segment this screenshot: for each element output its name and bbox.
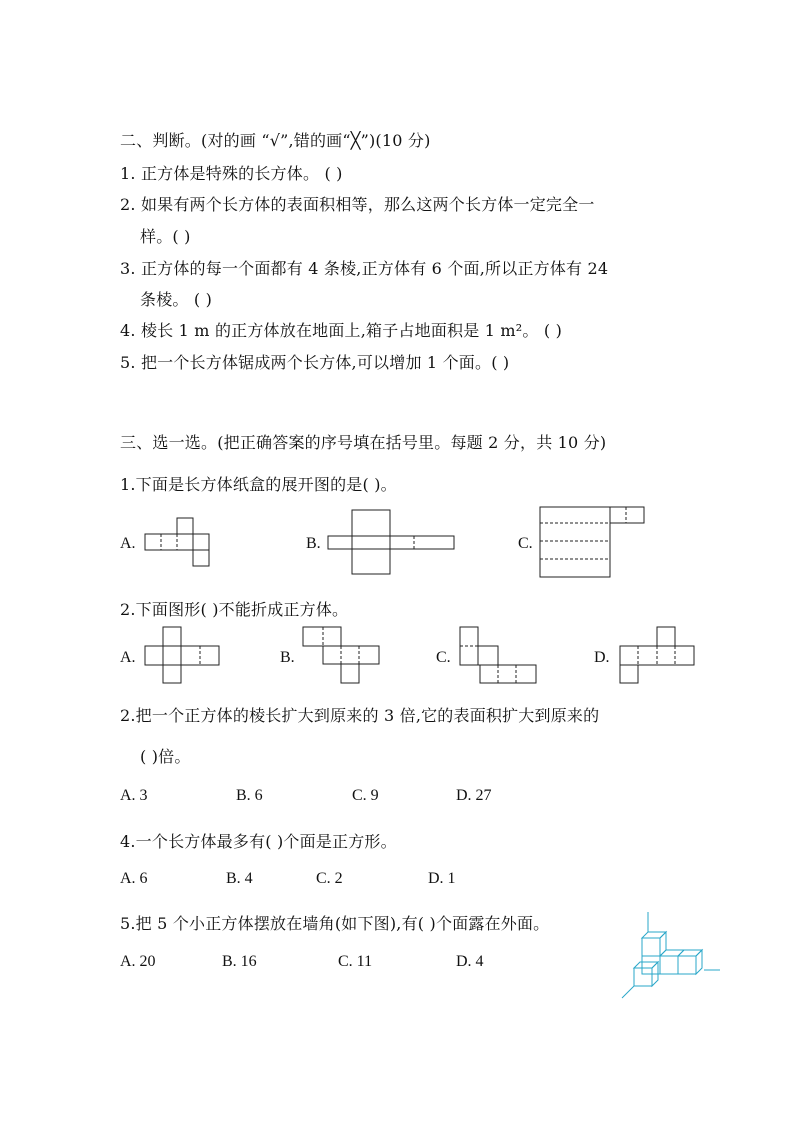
q3-option-d: D. 27: [456, 787, 492, 804]
q4-option-b: B. 4: [226, 870, 253, 887]
q2-option-c-net: [460, 627, 538, 685]
question-3-line1: 2.把一个正方体的棱长扩大到原来的 3 倍,它的表面积扩大到原来的: [120, 706, 600, 725]
q2-option-d-label: D.: [594, 649, 610, 666]
q4-option-c: C. 2: [316, 870, 343, 887]
judge-item-3: 3. 正方体的每一个面都有 4 条棱,正方体有 6 个面,所以正方体有 24: [120, 259, 609, 278]
q3-option-a: A. 3: [120, 787, 148, 804]
q2-option-b-net: [303, 627, 381, 685]
q5-option-c: C. 11: [338, 953, 373, 970]
section2-heading: 二、判断。(对的画 “√”,错的画“╳”)(10 分): [120, 131, 431, 150]
q1-option-b-net: [328, 510, 458, 576]
q1-option-c-net: [540, 507, 646, 579]
judge-item-5: 5. 把一个长方体锯成两个长方体,可以增加 1 个面。( ): [120, 353, 510, 372]
section3-heading: 三、选一选。(把正确答案的序号填在括号里。每题 2 分，共 10 分): [120, 433, 607, 452]
judge-item-1: 1. 正方体是特殊的长方体。 ( ): [120, 164, 343, 183]
q3-option-b: B. 6: [236, 787, 263, 804]
q5-option-b: B. 16: [222, 953, 257, 970]
judge-item-4: 4. 棱长 1 m 的正方体放在地面上,箱子占地面积是 1 m²。 ( ): [120, 321, 563, 340]
question-3-line2: ( )倍。: [140, 747, 191, 766]
q2-option-d-net: [620, 627, 696, 685]
q2-option-a-label: A.: [120, 649, 136, 666]
q4-option-a: A. 6: [120, 870, 148, 887]
q5-option-a: A. 20: [120, 953, 156, 970]
q1-option-c-label: C.: [518, 535, 533, 552]
q2-option-c-label: C.: [436, 649, 451, 666]
q5-option-d: D. 4: [456, 953, 484, 970]
question-1: 1.下面是长方体纸盒的展开图的是( )。: [120, 475, 397, 494]
judge-item-3-cont: 条棱。 ( ): [140, 290, 213, 309]
q1-option-a-label: A.: [120, 535, 136, 552]
q1-option-b-label: B.: [306, 535, 321, 552]
question-5: 5.把 5 个小正方体摆放在墙角(如下图),有( )个面露在外面。: [120, 914, 550, 933]
q4-option-d: D. 1: [428, 870, 456, 887]
question-4: 4.一个长方体最多有( )个面是正方形。: [120, 832, 397, 851]
q2-option-a-net: [145, 627, 221, 685]
q1-option-a-net: [145, 518, 215, 568]
q2-option-b-label: B.: [280, 649, 295, 666]
judge-item-2-cont: 样。( ): [140, 227, 191, 246]
corner-cubes-figure: [620, 912, 724, 1002]
question-2: 2.下面图形( )不能折成正方体。: [120, 600, 349, 619]
judge-item-2: 2. 如果有两个长方体的表面积相等，那么这两个长方体一定完全一: [120, 195, 595, 214]
q3-option-c: C. 9: [352, 787, 379, 804]
